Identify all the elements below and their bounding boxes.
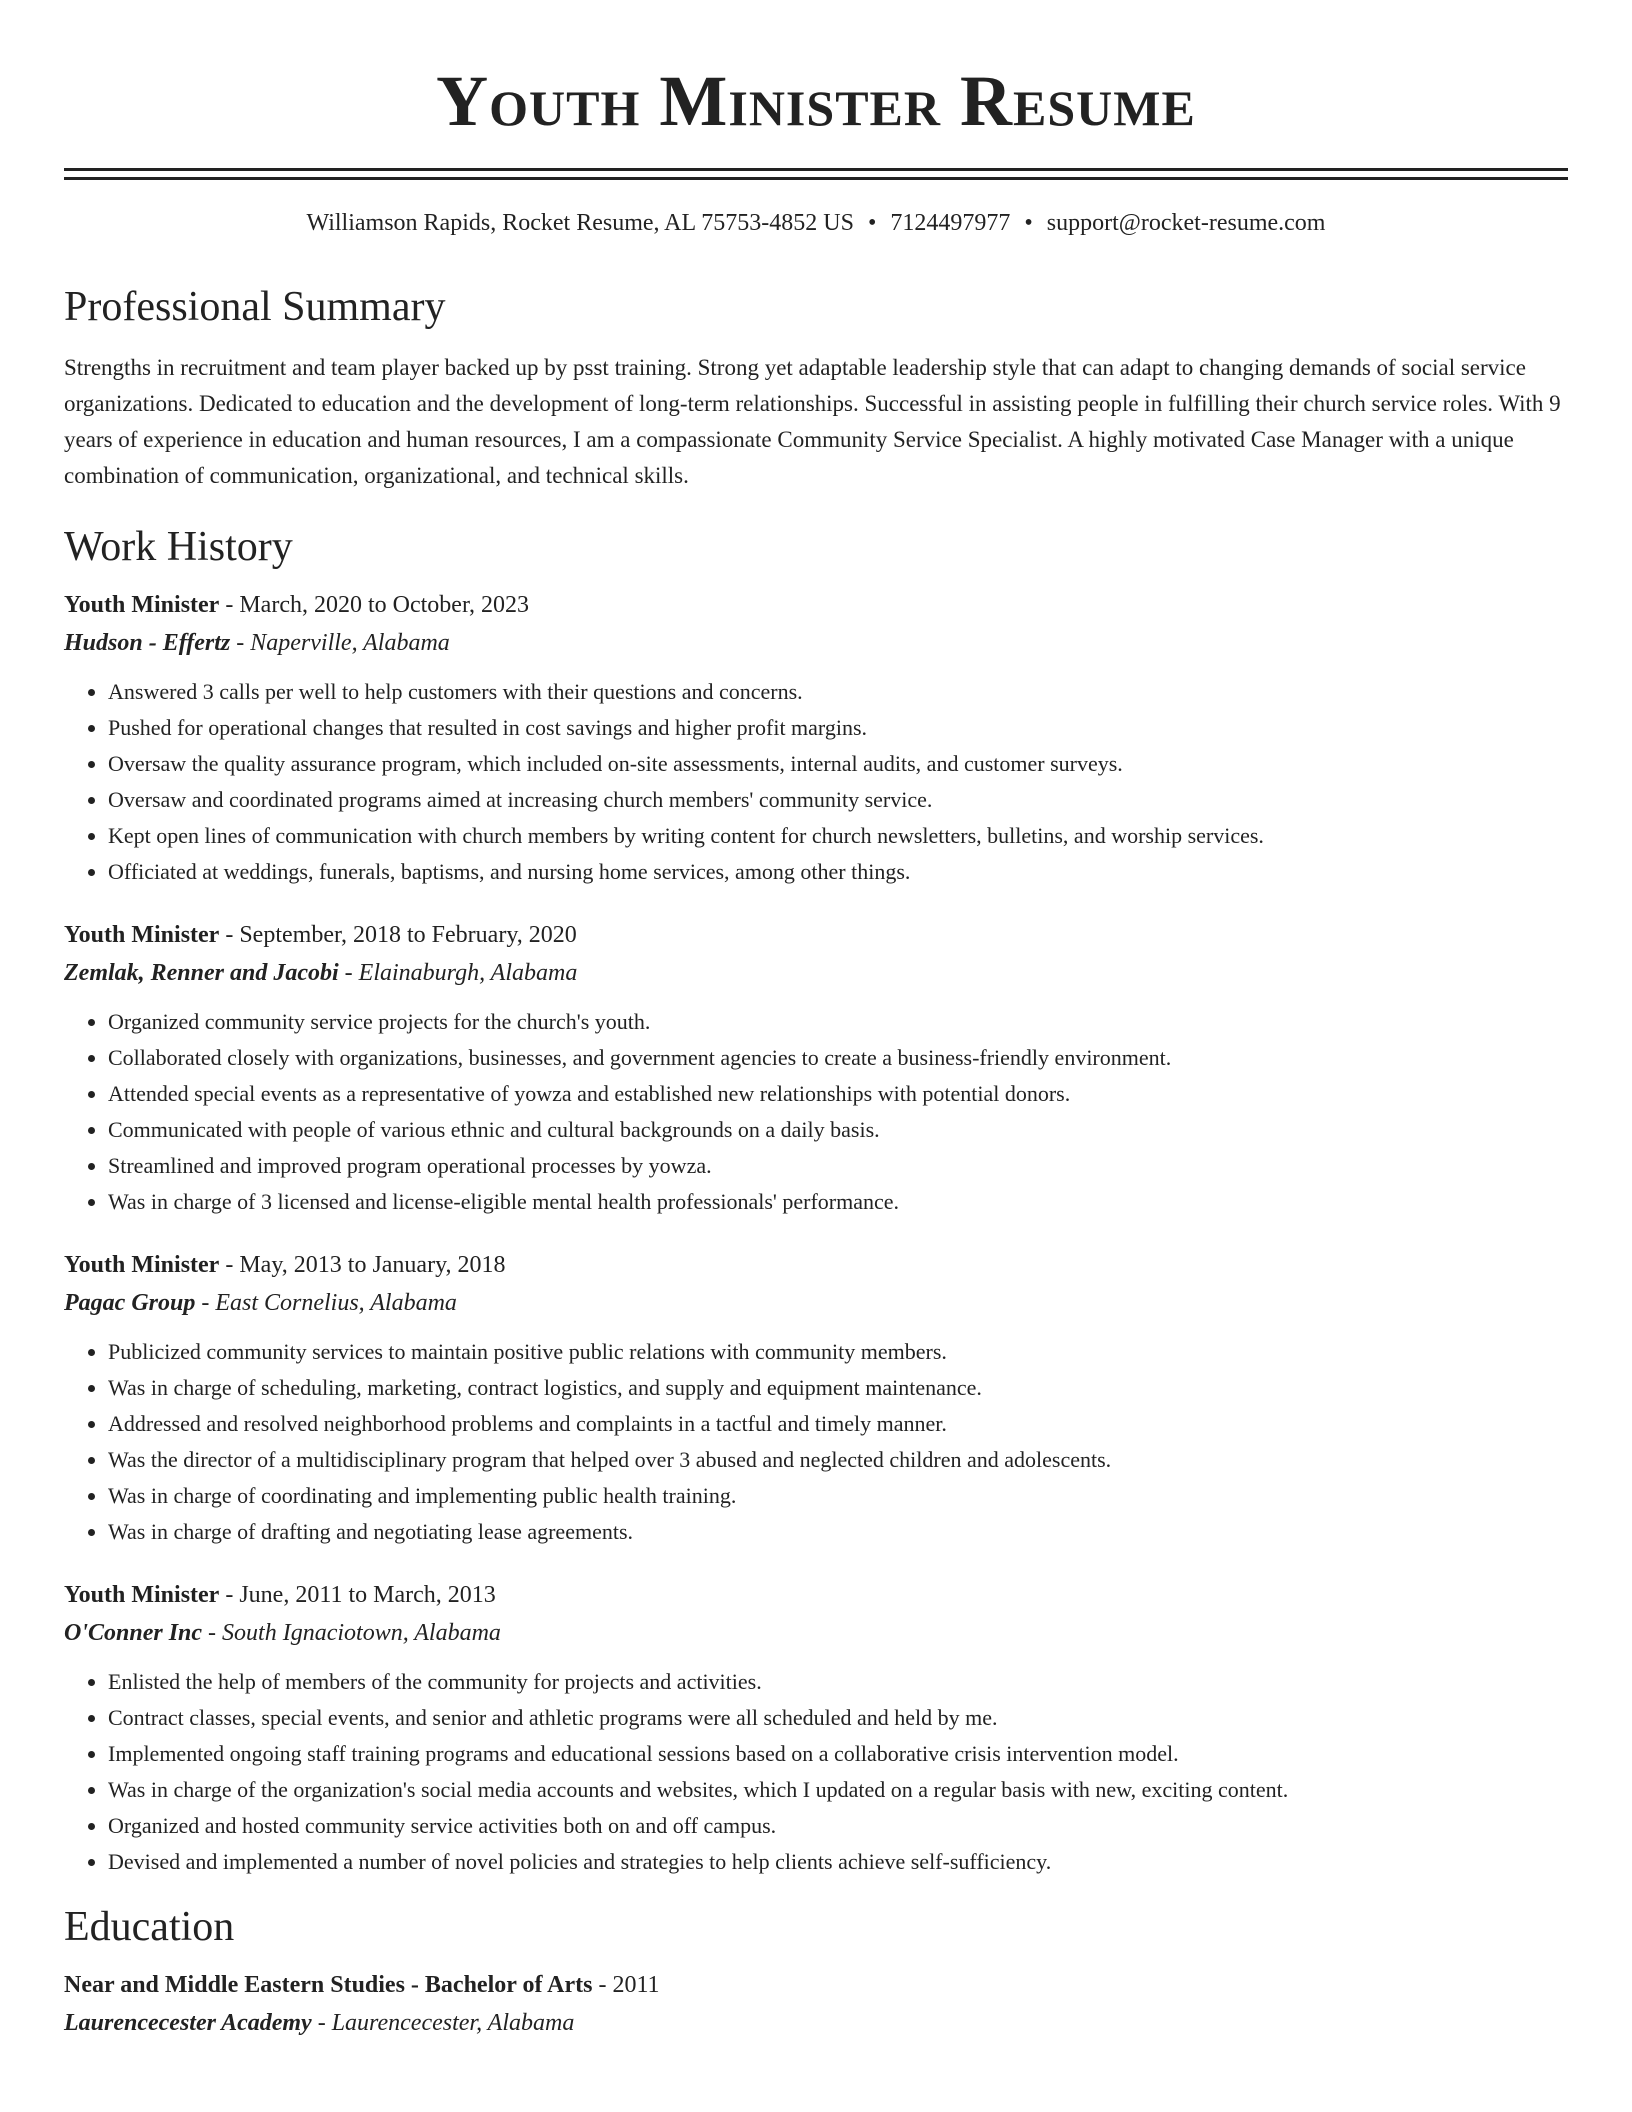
job-duty: • Organized community service projects for the church's youth.: [108, 1004, 1568, 1040]
resume-title: Youth Minister Resume: [436, 61, 1196, 141]
job-duty: • Was in charge of scheduling, marketing, contract logistics, and supply and equipment maintenance.: [108, 1370, 1568, 1406]
education-school: Laurencecester Academy: [64, 2010, 312, 2036]
job-title-line: [64, 916, 1568, 954]
education-entry: [64, 1966, 1568, 2042]
resume-page: [64, 0, 1568, 2042]
job-company: Pagac Group: [64, 1290, 196, 1316]
job-entry: [64, 1246, 1568, 1550]
job-company: Hudson - Effertz: [64, 630, 231, 656]
job-duty: • Addressed and resolved neighborhood problems and complaints in a tactful and timely manner.: [108, 1406, 1568, 1442]
title-divider-top: [64, 168, 1568, 171]
job-duties: [64, 1004, 1568, 1220]
job-duty: • Was in charge of coordinating and implementing public health training.: [108, 1478, 1568, 1514]
work-history-heading: Work History: [64, 524, 293, 570]
job-company-line: [64, 954, 1568, 992]
job-company: Zemlak, Renner and Jacobi: [64, 960, 339, 986]
job-duty: • Pushed for operational changes that resulted in cost savings and higher profit margins.: [108, 710, 1568, 746]
job-dates: - March, 2020 to October, 2023: [219, 592, 529, 618]
contact-separator: •: [867, 210, 877, 236]
job-title: Youth Minister: [64, 592, 220, 618]
job-company-line: [64, 1284, 1568, 1322]
job-duty: • Kept open lines of communication with church members by writing content for church newsletters, bulletins, and worship services.: [108, 818, 1568, 854]
job-duty: • Collaborated closely with organizations, businesses, and government agencies to create a business-friendly environment.: [108, 1040, 1568, 1076]
job-title-line: [64, 1576, 1568, 1614]
job-duty: • Devised and implemented a number of novel policies and strategies to help clients achieve self-sufficiency.: [108, 1844, 1568, 1880]
job-company-line: [64, 624, 1568, 662]
job-duty: • Was in charge of 3 licensed and license-eligible mental health professionals' performance.: [108, 1184, 1568, 1220]
job-title: Youth Minister: [64, 1582, 220, 1608]
job-duty: • Answered 3 calls per well to help customers with their questions and concerns.: [108, 674, 1568, 710]
summary-text: Strengths in recruitment and team player backed up by psst training. Strong yet adaptable leadership style that can adapt to changing demands of social service organizations. Dedicated to education and the development of long-term relationships. Successful in assisting people in fulfilling their church service roles. With 9 years of experience in education and human resources, I am a compassionate Community Service Specialist. A highly motivated Case Manager with a unique combination of communication, organizational, and technical skills.: [64, 355, 1561, 488]
job-duty: • Organized and hosted community service activities both on and off campus.: [108, 1808, 1568, 1844]
job-duty: • Was the director of a multidisciplinary program that helped over 3 abused and neglected children and adolescents.: [108, 1442, 1568, 1478]
job-duties: [64, 674, 1568, 890]
job-duty: • Officiated at weddings, funerals, baptisms, and nursing home services, among other things.: [108, 854, 1568, 890]
job-entry: [64, 916, 1568, 1220]
contact-separator: •: [1024, 210, 1033, 236]
summary-heading: Professional Summary: [64, 284, 446, 330]
job-title: Youth Minister: [64, 922, 220, 948]
contact-line: [64, 208, 1568, 238]
education-year: - 2011: [592, 1972, 660, 1998]
contact-address: Williamson Rapids, Rocket Resume, AL 75753-4852 US: [306, 210, 854, 236]
job-title-line: [64, 1246, 1568, 1284]
education-degree-line: [64, 1966, 1568, 2004]
job-duties: [64, 1664, 1568, 1880]
job-duty: • Oversaw the quality assurance program, which included on-site assessments, internal audits, and customer surveys.: [108, 746, 1568, 782]
job-duty: • Publicized community services to maintain positive public relations with community members.: [108, 1334, 1568, 1370]
job-dates: - May, 2013 to January, 2018: [219, 1252, 506, 1278]
job-title-line: [64, 586, 1568, 624]
job-location: - Elainaburgh, Alabama: [338, 960, 578, 986]
job-company: O'Conner Inc: [64, 1620, 203, 1646]
education-school-line: [64, 2004, 1568, 2042]
contact-phone: 7124497977: [890, 210, 1011, 236]
job-location: - East Cornelius, Alabama: [195, 1290, 457, 1316]
job-dates: - September, 2018 to February, 2020: [219, 922, 577, 948]
education-heading: Education: [64, 1904, 235, 1950]
job-dates: - June, 2011 to March, 2013: [219, 1582, 496, 1608]
job-entry: [64, 586, 1568, 890]
job-duty: • Was in charge of the organization's social media accounts and websites, which I updated on a regular basis with new, exciting content.: [108, 1772, 1568, 1808]
education-degree: Near and Middle Eastern Studies - Bachelor of Arts: [64, 1972, 593, 1998]
contact-email: support@rocket-resume.com: [1046, 210, 1326, 236]
job-duty: • Attended special events as a representative of yowza and established new relationships with potential donors.: [108, 1076, 1568, 1112]
job-entry: [64, 1576, 1568, 1880]
job-duty: • Enlisted the help of members of the community for projects and activities.: [108, 1664, 1568, 1700]
education-location: - Laurencecester, Alabama: [311, 2010, 575, 2036]
job-duty: • Contract classes, special events, and senior and athletic programs were all scheduled and held by me.: [108, 1700, 1568, 1736]
title-divider-bottom: [64, 177, 1568, 180]
job-duties: [64, 1334, 1568, 1550]
job-duty: • Implemented ongoing staff training programs and educational sessions based on a collaborative crisis intervention model.: [108, 1736, 1568, 1772]
job-location: - Naperville, Alabama: [230, 630, 450, 656]
job-company-line: [64, 1614, 1568, 1652]
job-duty: • Streamlined and improved program operational processes by yowza.: [108, 1148, 1568, 1184]
job-duty: • Was in charge of drafting and negotiating lease agreements.: [108, 1514, 1568, 1550]
job-location: - South Ignaciotown, Alabama: [202, 1620, 501, 1646]
job-title: Youth Minister: [64, 1252, 220, 1278]
job-duty: • Oversaw and coordinated programs aimed at increasing church members' community service.: [108, 782, 1568, 818]
job-duty: • Communicated with people of various ethnic and cultural backgrounds on a daily basis.: [108, 1112, 1568, 1148]
